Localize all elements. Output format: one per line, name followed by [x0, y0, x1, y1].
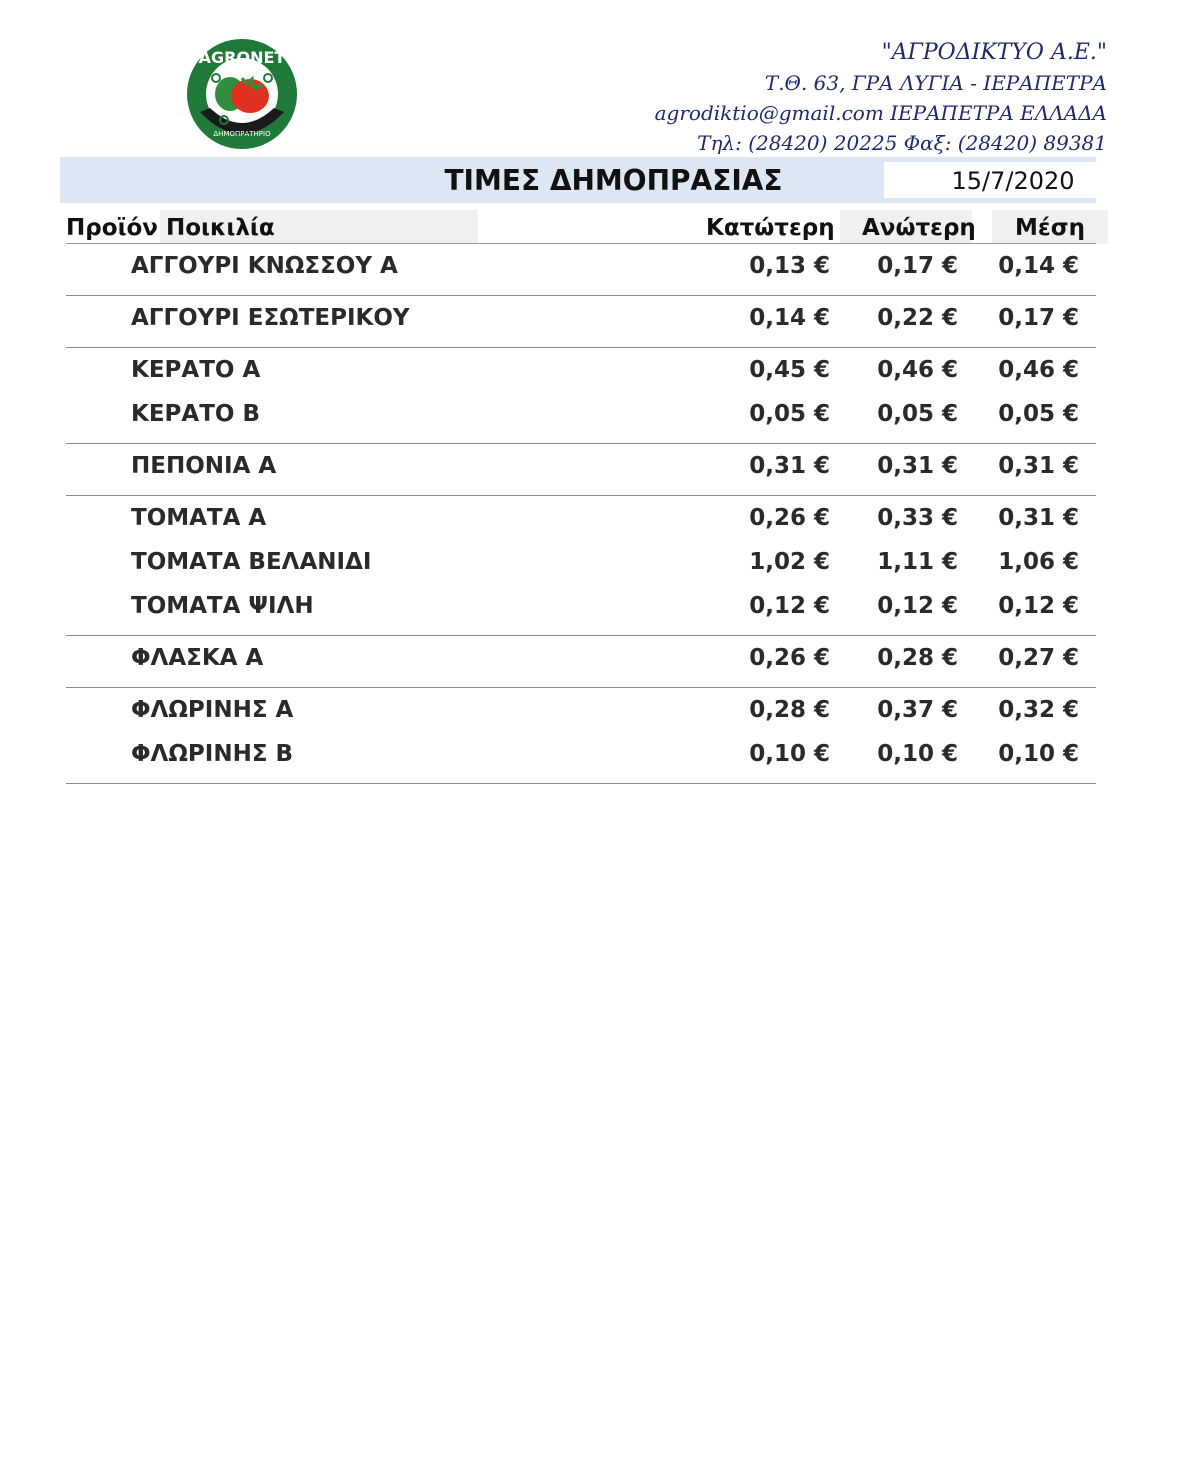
- table-row: [66, 296, 1096, 340]
- high-price-cell: 0,22 €: [877, 305, 958, 331]
- title-bar: [60, 157, 1096, 203]
- avg-price-cell: 0,05 €: [998, 401, 1079, 427]
- high-price-cell: 0,10 €: [877, 741, 958, 767]
- table-row: [66, 444, 1096, 488]
- product-group: [66, 244, 1096, 296]
- product-group: [66, 636, 1096, 688]
- variety-cell: ΤΟΜΑΤΑ ΒΕΛΑΝΙΔΙ: [131, 549, 372, 575]
- high-price-cell: 1,11 €: [877, 549, 958, 575]
- header-avg: Μέση: [1015, 215, 1085, 241]
- low-price-cell: 0,31 €: [749, 453, 830, 479]
- company-email: agrodiktio@gmail.com ΙΕΡΑΠΕΤΡΑ ΕΛΛΑΔΑ: [654, 101, 1107, 125]
- company-info: [655, 38, 1107, 158]
- avg-price-cell: 0,17 €: [998, 305, 1079, 331]
- page-title: ΤΙΜΕΣ ΔΗΜΟΠΡΑΣΙΑΣ: [444, 164, 783, 197]
- variety-cell: ΦΛΑΣΚΑ Α: [131, 645, 264, 671]
- high-price-cell: 0,28 €: [877, 645, 958, 671]
- logo-subtext: ΔΗΜΟΠΡΑΤΗΡΙΟ: [213, 130, 271, 138]
- header-high: Ανώτερη: [862, 215, 976, 241]
- avg-price-cell: 0,31 €: [998, 505, 1079, 531]
- logo-text: AGRONET: [198, 48, 286, 67]
- product-group: [66, 348, 1096, 444]
- low-price-cell: 0,26 €: [749, 505, 830, 531]
- avg-price-cell: 0,14 €: [998, 253, 1079, 279]
- table-row: [66, 636, 1096, 680]
- table-row: [66, 348, 1096, 392]
- high-price-cell: 0,12 €: [877, 593, 958, 619]
- table-row: [66, 732, 1096, 776]
- table-row: [66, 392, 1096, 436]
- avg-price-cell: 0,31 €: [998, 453, 1079, 479]
- table-row: [66, 244, 1096, 288]
- high-price-cell: 0,46 €: [877, 357, 958, 383]
- avg-price-cell: 0,32 €: [998, 697, 1079, 723]
- low-price-cell: 0,12 €: [749, 593, 830, 619]
- variety-cell: ΚΕΡΑΤΟ Β: [131, 401, 260, 427]
- low-price-cell: 0,26 €: [749, 645, 830, 671]
- variety-cell: ΤΟΜΑΤΑ Α: [131, 505, 267, 531]
- high-price-cell: 0,05 €: [877, 401, 958, 427]
- variety-cell: ΚΕΡΑΤΟ Α: [131, 357, 261, 383]
- auction-date: 15/7/2020: [884, 162, 1142, 198]
- high-price-cell: 0,17 €: [877, 253, 958, 279]
- table-row: [66, 688, 1096, 732]
- avg-price-cell: 1,06 €: [998, 549, 1079, 575]
- variety-cell: ΠΕΠΟΝΙΑ Α: [131, 453, 277, 479]
- table-row: [66, 584, 1096, 628]
- avg-price-cell: 0,10 €: [998, 741, 1079, 767]
- product-group: [66, 496, 1096, 636]
- low-price-cell: 0,05 €: [749, 401, 830, 427]
- variety-cell: ΦΛΩΡΙΝΗΣ Α: [131, 697, 294, 723]
- product-group: [66, 296, 1096, 348]
- variety-cell: ΑΓΓΟΥΡΙ ΕΣΩΤΕΡΙΚΟΥ: [131, 305, 410, 331]
- price-table: [66, 244, 1096, 784]
- variety-cell: ΦΛΩΡΙΝΗΣ Β: [131, 741, 294, 767]
- company-name: "ΑΓΡΟΔΙΚΤΥΟ Α.Ε.": [881, 40, 1107, 65]
- table-row: [66, 496, 1096, 540]
- avg-price-cell: 0,12 €: [998, 593, 1079, 619]
- low-price-cell: 0,14 €: [749, 305, 830, 331]
- header-variety: Ποικιλία: [166, 215, 275, 241]
- high-price-cell: 0,33 €: [877, 505, 958, 531]
- product-group: [66, 444, 1096, 496]
- table-row: [66, 540, 1096, 584]
- header-product: Προϊόν: [66, 215, 158, 241]
- variety-cell: ΤΟΜΑΤΑ ΨΙΛΗ: [131, 593, 314, 619]
- low-price-cell: 0,13 €: [749, 253, 830, 279]
- agronet-logo: [186, 38, 298, 150]
- low-price-cell: 0,10 €: [749, 741, 830, 767]
- company-phone: Τηλ: (28420) 20225 Φαξ: (28420) 89381: [697, 131, 1107, 155]
- header-low: Κατώτερη: [706, 215, 835, 241]
- avg-price-cell: 0,46 €: [998, 357, 1079, 383]
- product-group: [66, 688, 1096, 784]
- low-price-cell: 0,45 €: [749, 357, 830, 383]
- avg-price-cell: 0,27 €: [998, 645, 1079, 671]
- high-price-cell: 0,37 €: [877, 697, 958, 723]
- high-price-cell: 0,31 €: [877, 453, 958, 479]
- variety-cell: ΑΓΓΟΥΡΙ ΚΝΩΣΣΟΥ Α: [131, 253, 398, 279]
- low-price-cell: 0,28 €: [749, 697, 830, 723]
- low-price-cell: 1,02 €: [749, 549, 830, 575]
- company-address: Τ.Θ. 63, ΓΡΑ ΛΥΓΙΑ - ΙΕΡΑΠΕΤΡΑ: [764, 71, 1107, 95]
